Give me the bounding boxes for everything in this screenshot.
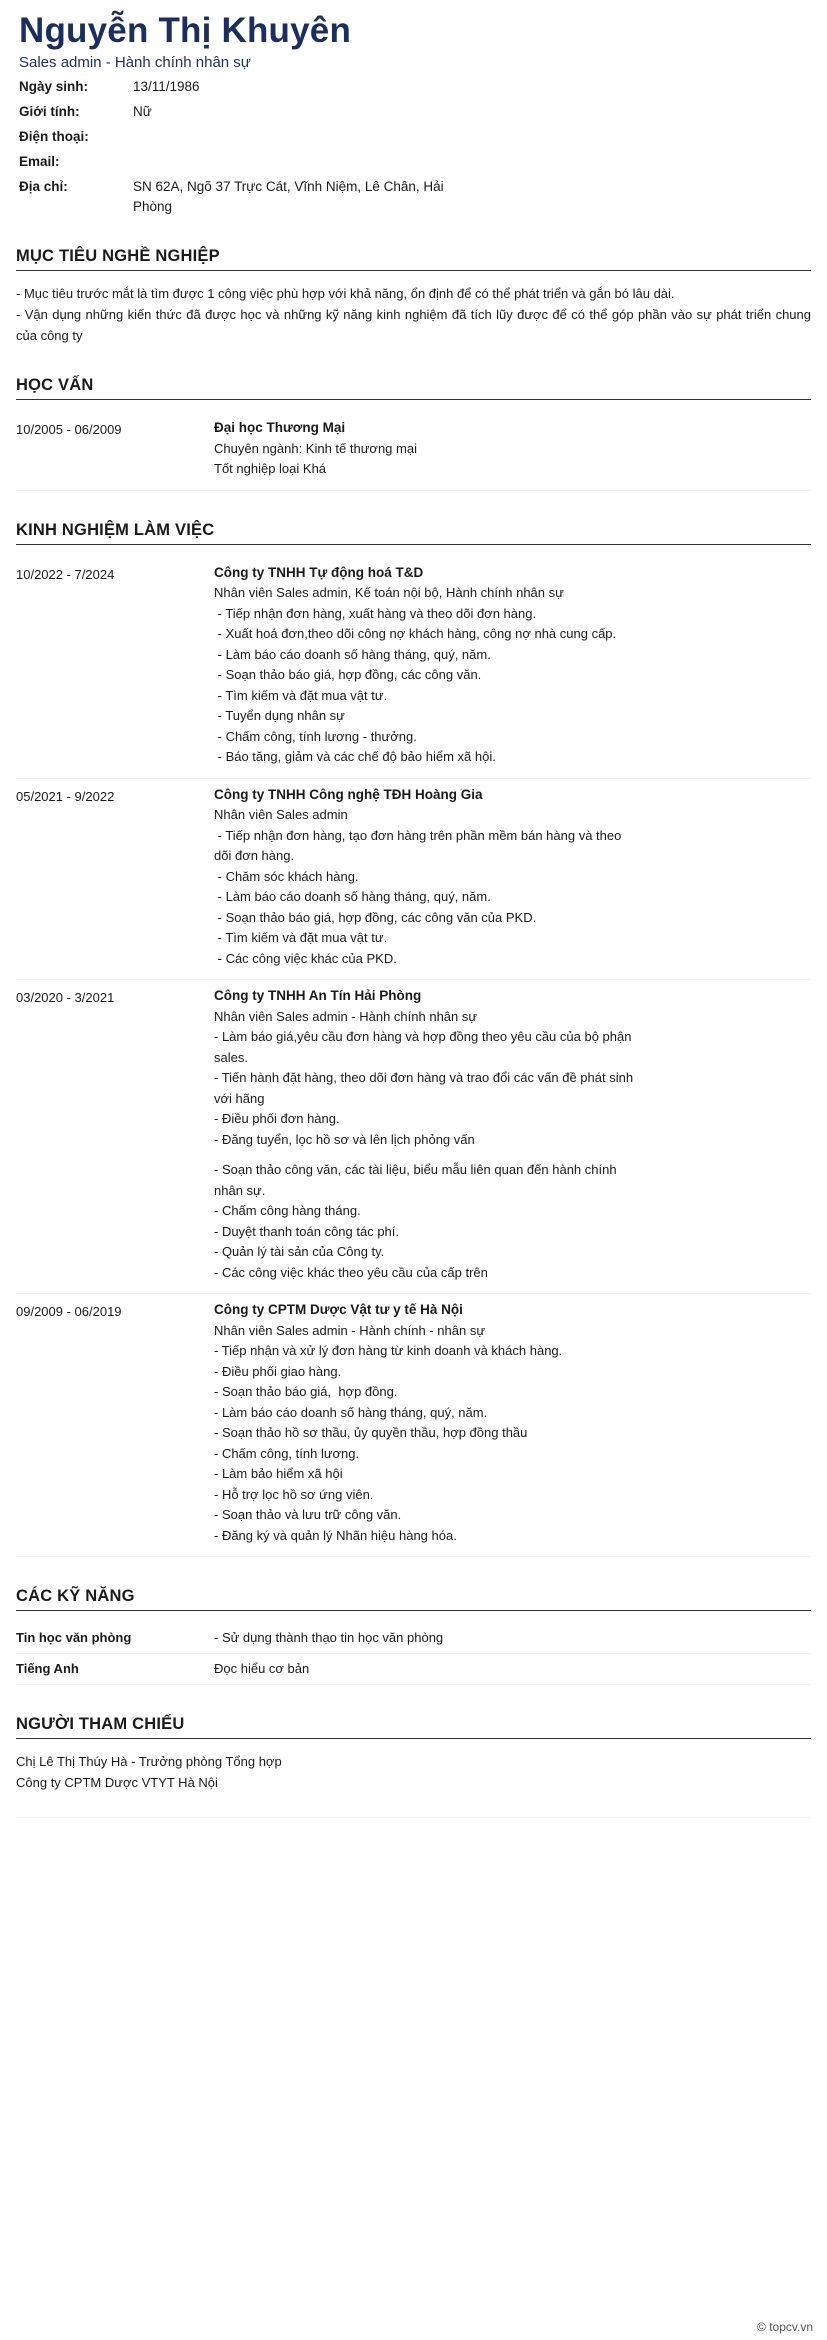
entry-line: Chuyên ngành: Kinh tế thương mại — [214, 440, 417, 456]
experience-entry — [16, 779, 811, 981]
entry-line: Nhân viên Sales admin — [214, 807, 348, 822]
experience-section — [16, 521, 811, 1558]
personal-info — [19, 77, 459, 217]
references-section — [16, 1715, 811, 1818]
entry-line: Nhân viên Sales admin - Hành chính - nhân sự — [214, 1322, 486, 1338]
entry-organization: Công ty TNHH An Tín Hải Phòng — [214, 988, 422, 1003]
entry-line: - Chấm công, tính lương. — [214, 1445, 360, 1461]
objective-text — [16, 283, 811, 346]
info-value — [133, 152, 459, 172]
entry-organization: Công ty CPTM Dược Vật tư y tế Hà Nội — [214, 1302, 463, 1317]
entry-line: Nhân viên Sales admin - Hành chính nhân sự — [214, 1008, 478, 1024]
entry-organization: Công ty TNHH Tự động hoá T&D — [214, 564, 424, 580]
skills-section — [16, 1587, 811, 1685]
entry-line: - Quản lý tài sản của Công ty. — [214, 1244, 385, 1259]
entry-content — [214, 418, 634, 480]
skill-row — [16, 1654, 811, 1685]
entry-line: - Xuất hoá đơn,theo dõi công nợ khách hàng, công nợ nhà cung cấp. — [214, 626, 617, 641]
info-row — [19, 127, 459, 147]
entry-line: - Làm báo cáo doanh số hàng tháng, quý, năm. — [214, 1404, 488, 1420]
entry-organization: Đại học Thương Mại — [214, 420, 346, 435]
objective-line: - Mục tiêu trước mắt là tìm được 1 công việc phù hợp với khả năng, ổn định để có thể phát triển và gắn bó lâu dài. — [16, 286, 675, 301]
entry-date: 03/2020 - 3/2021 — [16, 990, 115, 1005]
section-title: CÁC KỸ NĂNG — [16, 1587, 811, 1611]
entry-line: - Duyệt thanh toán công tác phí. — [214, 1223, 400, 1239]
entry-line: - Soạn thảo và lưu trữ công văn. — [214, 1507, 402, 1522]
entry-line: - Tiếp nhận đơn hàng, tạo đơn hàng trên phần mềm bán hàng và theo dõi đơn hàng. — [214, 827, 625, 863]
entry-organization: Công ty TNHH Công nghệ TĐH Hoàng Gia — [214, 786, 483, 802]
entry-line: - Các công việc khác theo yêu cầu của cấp trên — [214, 1264, 488, 1280]
info-value: 13/11/1986 — [133, 79, 200, 94]
entry-content — [214, 1300, 634, 1546]
info-row — [19, 77, 459, 97]
entry-line: - Đăng tuyển, lọc hồ sơ và lên lịch phỏng vấn — [214, 1131, 475, 1147]
info-value — [133, 127, 459, 147]
skill-description: - Sử dụng thành thạo tin học văn phòng — [214, 1630, 444, 1645]
experience-entry — [16, 1294, 811, 1557]
info-label: Giới tính: — [19, 104, 80, 119]
info-row — [19, 102, 459, 122]
entry-line: - Tìm kiếm và đặt mua vật tư. — [214, 687, 388, 703]
skills-list — [16, 1623, 811, 1685]
education-section — [16, 376, 811, 491]
entry-line: - Làm báo giá,yêu cầu đơn hàng và hợp đồng theo yêu cầu của bộ phận sales. — [214, 1029, 636, 1065]
entry-line: - Làm bảo hiểm xã hội — [214, 1466, 343, 1481]
experience-list — [16, 557, 811, 1558]
entry-line: - Điều phối đơn hàng. — [214, 1111, 340, 1126]
entry-line: - Hỗ trợ lọc hồ sơ ứng viên. — [214, 1486, 374, 1502]
skill-description: Đọc hiểu cơ bản — [214, 1661, 310, 1676]
entry-line: - Làm báo cáo doanh số hàng tháng, quý, năm. — [214, 646, 491, 662]
candidate-title: Sales admin - Hành chính nhân sự — [19, 54, 251, 71]
experience-entry — [16, 980, 811, 1294]
education-entry — [16, 412, 811, 491]
info-label: Điện thoại: — [19, 129, 89, 144]
entry-spacer — [214, 1150, 634, 1160]
info-label: Ngày sinh: — [19, 79, 89, 94]
entry-line: - Tiếp nhận đơn hàng, xuất hàng và theo dõi đơn hàng. — [214, 605, 537, 621]
info-value: SN 62A, Ngõ 37 Trực Cát, Vĩnh Niệm, Lê Chân, Hải Phòng — [133, 179, 444, 214]
cv-header — [16, 10, 811, 71]
entry-line: Nhân viên Sales admin, Kế toán nội bộ, Hành chính nhân sự — [214, 585, 564, 600]
entry-content — [214, 563, 634, 768]
reference-text — [16, 1751, 811, 1818]
entry-date: 10/2022 - 7/2024 — [16, 566, 115, 582]
entry-line: - Chăm sóc khách hàng. — [214, 868, 359, 884]
entry-line: - Chấm công, tính lương - thưởng. — [214, 728, 417, 744]
entry-line: - Tiếp nhận và xử lý đơn hàng từ kinh doanh và khách hàng. — [214, 1343, 563, 1358]
info-value: Nữ — [133, 104, 152, 119]
entry-line: - Các công việc khác của PKD. — [214, 950, 397, 966]
section-title: HỌC VẤN — [16, 376, 811, 400]
entry-date: 05/2021 - 9/2022 — [16, 788, 115, 804]
education-list — [16, 412, 811, 491]
info-label: Địa chỉ: — [19, 179, 68, 194]
reference-line: Công ty CPTM Dược VTYT Hà Nội — [16, 1775, 218, 1790]
skill-name: Tin học văn phòng — [16, 1630, 132, 1645]
entry-line: - Soạn thảo báo giá, hợp đồng, các công văn của PKD. — [214, 909, 537, 925]
entry-content — [214, 986, 637, 1283]
objective-line: - Vận dụng những kiến thức đã được học và những kỹ năng kinh nghiệm đã tích lũy được để có thể góp phần vào sự phát triển chung của công ty — [16, 307, 811, 343]
info-row — [19, 177, 459, 217]
entry-line: - Tìm kiếm và đặt mua vật tư. — [214, 930, 388, 945]
entry-line: Tốt nghiệp loại Khá — [214, 461, 327, 476]
section-title: MỤC TIÊU NGHỀ NGHIỆP — [16, 247, 811, 271]
entry-line: - Tiến hành đặt hàng, theo dõi đơn hàng và trao đổi các vấn đề phát sinh với hãng — [214, 1070, 637, 1106]
info-label: Email: — [19, 154, 60, 169]
entry-line: - Đăng ký và quản lý Nhãn hiệu hàng hóa. — [214, 1527, 457, 1543]
skill-row — [16, 1623, 811, 1654]
entry-date: 09/2009 - 06/2019 — [16, 1304, 122, 1319]
section-title: KINH NGHIỆM LÀM VIỆC — [16, 521, 811, 545]
entry-line: - Soạn thảo báo giá, hợp đồng, các công văn. — [214, 667, 482, 682]
entry-content — [214, 785, 634, 970]
entry-line: - Soạn thảo công văn, các tài liệu, biểu mẫu liên quan đến hành chính nhân sự. — [214, 1162, 621, 1198]
entry-line: - Điều phối giao hàng. — [214, 1363, 342, 1379]
footer-credit: © topcv.vn — [757, 2320, 813, 2334]
entry-line: - Soạn thảo báo giá, hợp đồng. — [214, 1384, 398, 1399]
objective-section — [16, 247, 811, 346]
skill-name: Tiếng Anh — [16, 1661, 79, 1676]
entry-line: - Làm báo cáo doanh số hàng tháng, quý, năm. — [214, 889, 491, 904]
entry-date: 10/2005 - 06/2009 — [16, 422, 122, 437]
experience-entry — [16, 557, 811, 779]
entry-line: - Tuyển dụng nhân sự — [214, 708, 345, 723]
entry-line: - Chấm công hàng tháng. — [214, 1203, 361, 1218]
entry-line: - Báo tăng, giảm và các chế độ bảo hiểm xã hội. — [214, 749, 496, 764]
section-title: NGƯỜI THAM CHIẾU — [16, 1715, 811, 1739]
candidate-name: Nguyễn Thị Khuyên — [19, 11, 352, 50]
reference-line: Chị Lê Thị Thúy Hà - Trưởng phòng Tổng hợp — [16, 1754, 282, 1769]
entry-line: - Soạn thảo hồ sơ thầu, ủy quyền thầu, hợp đồng thầu — [214, 1425, 528, 1440]
info-row — [19, 152, 459, 172]
